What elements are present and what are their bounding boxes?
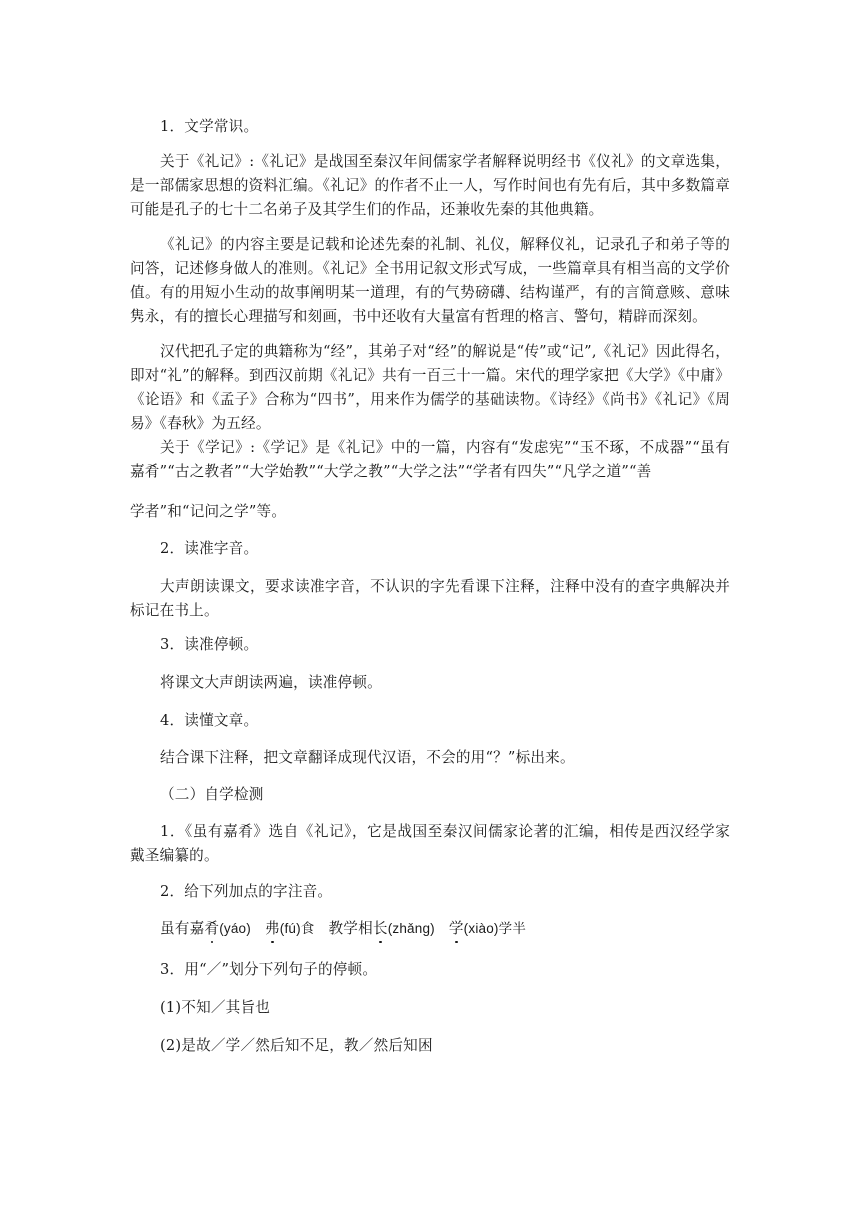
question-3-heading: 3．用“／”划分下列句子的停顿。 [160, 961, 378, 978]
pinyin-item: 虽有嘉肴(yáo) [160, 920, 251, 937]
section-heading-literary-knowledge: 1．文学常识。 [160, 118, 259, 135]
pinyin-item: 弗(fú)食 [264, 920, 315, 937]
question-2-heading: 2．给下列加点的字注音。 [160, 883, 333, 900]
paragraph-liji-intro: 关于《礼记》:《礼记》是战国至秦汉年间儒家学者解释说明经书《仪礼》的文章选集，是一部儒家思想的资料汇编。《礼记》的作者不止一人，写作时间也有先有后，其中多数篇章可能是孔子的七十二名弟子及其学生们的作品，还兼收先秦的其他典籍。 [130, 153, 730, 218]
section-heading-comprehension: 4．读懂文章。 [160, 712, 259, 729]
part-heading-self-test: （二）自学检测 [160, 786, 264, 803]
paragraph-xueji-intro: 关于《学记》:《学记》是《礼记》中的一篇，内容有“发虑宪”“玉不琢，不成器”“虽有嘉肴”“古之教者”“大学始教”“大学之教”“大学之法”“学者有四失”“凡学之道”“善 [130, 439, 730, 480]
dotted-character: 学 [448, 920, 464, 937]
paragraph-jing-intro: 汉代把孔子定的典籍称为“经”，其弟子对“经”的解说是“传”或“记”,《礼记》因此得名，即对“礼”的解释。到西汉前期《礼记》共有一百三十一篇。宋代的理学家把《大学》《中庸》《论语》和《孟子》合称为“四书”，用来作为儒学的基础读物。《诗经》《尚书》《礼记》《周易》《春秋》为五经。 [130, 343, 730, 432]
paragraph-liji-content: 《礼记》的内容主要是记载和论述先秦的礼制、礼仪，解释仪礼，记录孔子和弟子等的问答，记述修身做人的准则。《礼记》全书用记叙文形式写成，一些篇章具有相当高的文学价值。有的用短小生动的故事阐明某一道理，有的气势磅礴、结构谨严，有的言简意赅、意味隽永，有的擅长心理描写和刻画，书中还收有大量富有哲理的格言、警句，精辟而深刻。 [130, 236, 730, 325]
dotted-character: 弗 [264, 920, 280, 937]
dotted-character: 肴 [204, 920, 220, 937]
section-heading-pronunciation: 2．读准字音。 [160, 540, 259, 557]
paragraph-pauses: 将课文大声朗读两遍，读准停顿。 [160, 674, 382, 691]
pinyin-exercise-line [130, 917, 730, 941]
question-1: 1．《虽有嘉肴》选自《礼记》，它是战国至秦汉间儒家论著的汇编，相传是西汉经学家戴圣编纂的。 [130, 823, 730, 864]
pinyin-item: 教学相长(zhǎng) [328, 920, 435, 937]
paragraph-xueji-intro-continued: 学者”和“记问之学”等。 [130, 503, 287, 520]
paragraph-pronunciation: 大声朗读课文，要求读准字音，不认识的字先看课下注释，注释中没有的查字典解决并标记在书上。 [130, 578, 730, 619]
question-3-item-2: (2)是故／学／然后知不足，教／然后知困 [160, 1037, 433, 1054]
section-heading-pauses: 3．读准停顿。 [160, 636, 259, 653]
question-3-item-1: (1)不知／其旨也 [160, 999, 271, 1016]
paragraph-comprehension: 结合课下注释，把文章翻译成现代汉语，不会的用“？”标出来。 [160, 749, 575, 766]
pinyin-item: 学(xiào)学半 [448, 920, 527, 937]
dotted-character: 长 [372, 920, 388, 937]
